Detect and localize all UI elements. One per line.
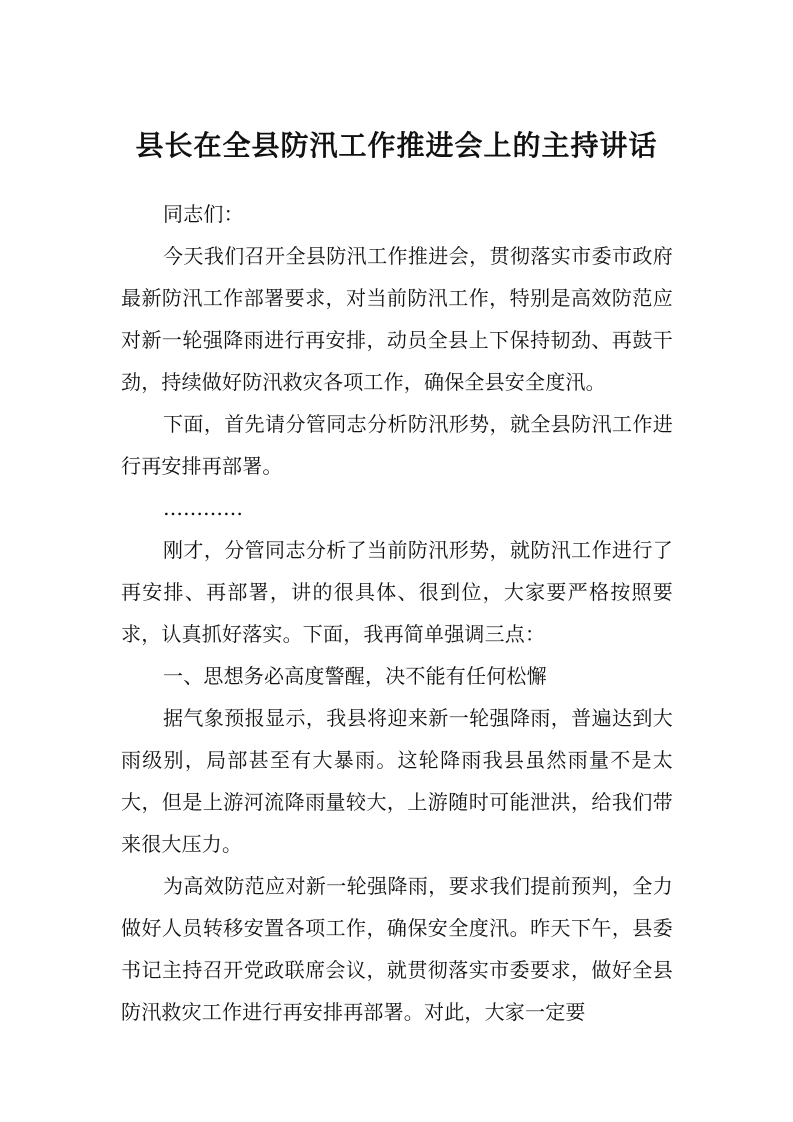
paragraph-requirements: 为高效防范应对新一轮强降雨，要求我们提前预判，全力做好人员转移安置各项工作，确保安全度汛。昨天下午，县委书记主持召开党政联席会议，就贯彻落实市委要求，做好全县防汛救灾工作进行再安排再部署。对此，大家一定要 (121, 874, 673, 1024)
paragraph-ellipsis: ………… (163, 496, 243, 520)
document-title: 县长在全县防汛工作推进会上的主持讲话 (135, 129, 658, 162)
section-heading-one: 一、思想务必高度警醒，决不能有任何松懈 (163, 664, 547, 688)
paragraph-greeting: 同志们： (163, 202, 244, 226)
document-body (121, 193, 673, 1033)
paragraph-forecast: 据气象预报显示，我县将迎来新一轮强降雨，普遍达到大雨级别，局部甚至有大暴雨。这轮降雨我县虽然雨量不是太大，但是上游河流降雨量较大，上游随时可能泄洪，给我们带来很大压力。 (121, 706, 673, 856)
paragraph-introduction: 下面，首先请分管同志分析防汛形势，就全县防汛工作进行再安排再部署。 (121, 412, 673, 478)
paragraph-summary: 刚才，分管同志分析了当前防汛形势，就防汛工作进行了再安排、再部署，讲的很具体、很到位，大家要严格按照要求，认真抓好落实。下面，我再简单强调三点： (121, 538, 673, 646)
paragraph-opening: 今天我们召开全县防汛工作推进会，贯彻落实市委市政府最新防汛工作部署要求，对当前防汛工作，特别是高效防范应对新一轮强降雨进行再安排，动员全县上下保持韧劲、再鼓干劲，持续做好防汛救灾各项工作，确保全县安全度汛。 (121, 244, 673, 394)
